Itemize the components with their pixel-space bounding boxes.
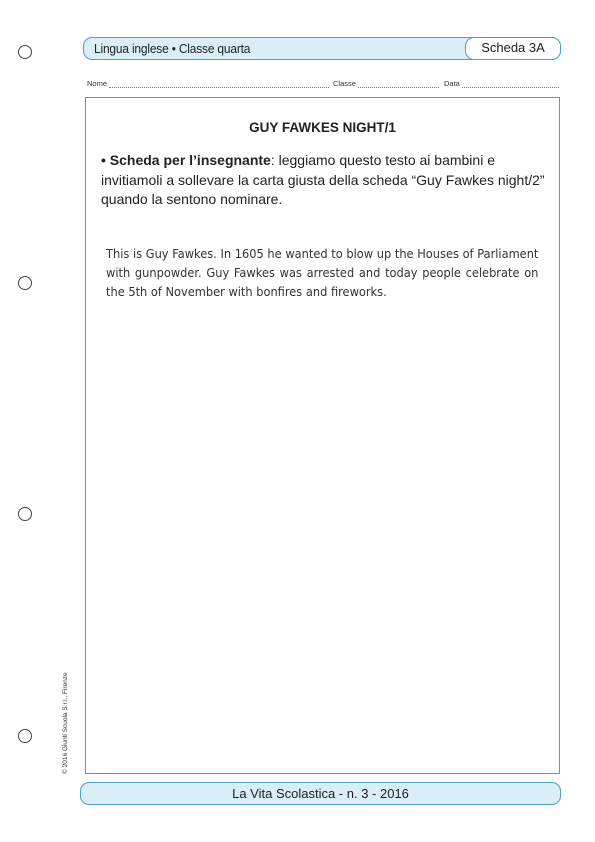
name-label: Nome — [87, 79, 108, 88]
date-line — [462, 80, 559, 88]
binder-hole-2 — [18, 276, 32, 290]
date-field[interactable] — [444, 79, 559, 88]
teacher-note-lead: • Scheda per l’insegnante — [101, 152, 271, 168]
sheet-number-tab: Scheda 3A — [465, 37, 561, 60]
binder-hole-1 — [18, 45, 32, 59]
class-label: Classe — [333, 79, 356, 88]
class-field[interactable] — [333, 79, 439, 88]
binder-hole-4 — [18, 729, 32, 743]
publication-info: La Vita Scolastica - n. 3 - 2016 — [232, 786, 409, 801]
worksheet-title: GUY FAWKES NIGHT/1 — [249, 120, 396, 135]
copyright-notice: © 2016 Giunti Scuola S.r.l., Firenze — [62, 672, 69, 774]
footer-bar — [80, 782, 561, 805]
student-info-fields — [85, 79, 560, 93]
subject-title: Lingua inglese • Classe quarta — [94, 41, 251, 56]
binder-hole-3 — [18, 507, 32, 521]
date-label: Data — [444, 79, 460, 88]
class-line — [358, 80, 439, 88]
teacher-note-text: : leggiamo questo testo ai bambini e invitiamoli a sollevare la carta giusta della scheda “Guy Fawkes night/2” quando la sentono nominare. — [101, 152, 545, 207]
name-field[interactable] — [87, 79, 329, 88]
reading-text: This is Guy Fawkes. In 1605 he wanted to blow up the Houses of Parliament with gunpowder. Guy Fawkes was arrested and today people celebrate on the 5th of November with bonfires and fireworks. — [106, 246, 539, 299]
teacher-instructions — [101, 151, 547, 210]
worksheet-frame — [85, 97, 560, 774]
name-line — [109, 80, 329, 88]
header-bar — [83, 37, 561, 60]
